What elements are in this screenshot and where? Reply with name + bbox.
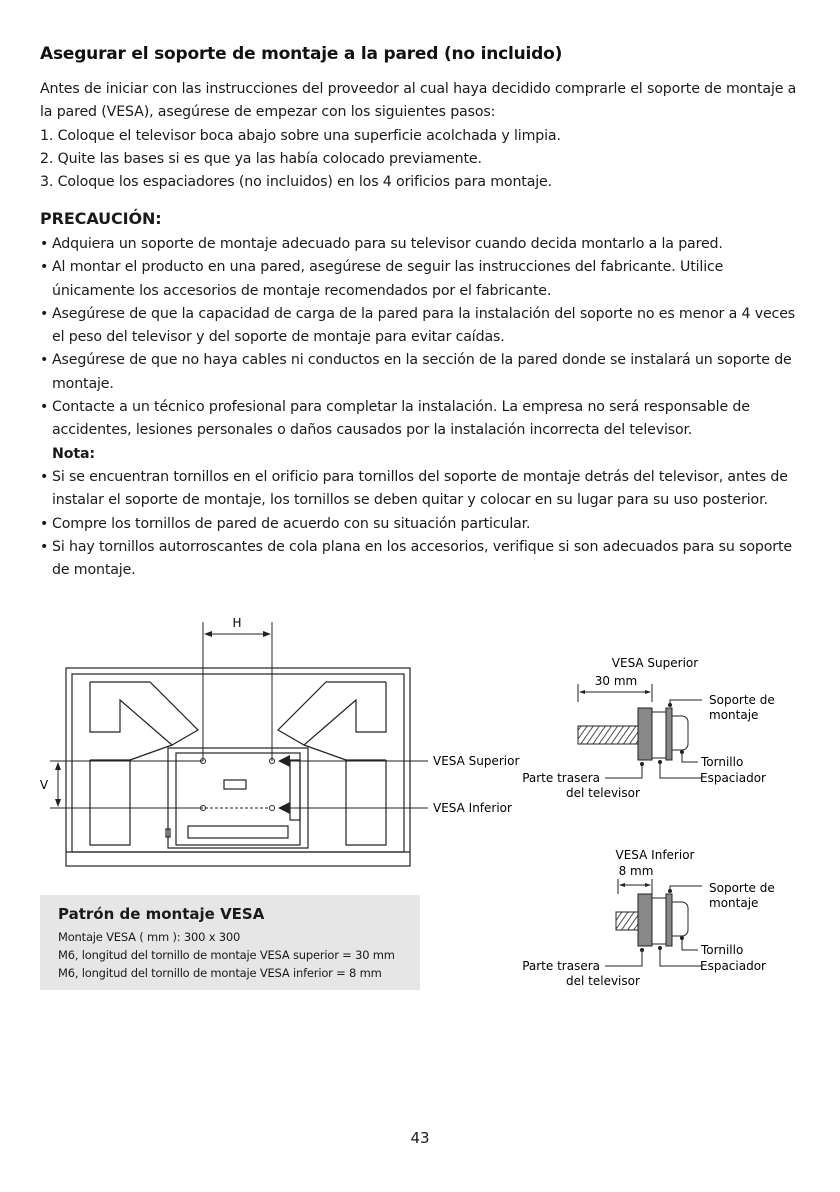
intro-block (40, 78, 810, 194)
nota-bullet: • Compre los tornillos de pared de acuerdo con su situación particular. (40, 513, 810, 536)
caution-bullet: • Asegúrese de que no haya cables ni conductos en la sección de la pared donde se instalará un soporte de montaje. (40, 349, 810, 396)
caution-bullet: • Contacte a un técnico profesional para completar la instalación. La empresa no será responsable de accidentes, lesiones personales o daños causados por la instalación incorrecta del televisor. (40, 396, 810, 443)
detail-title: VESA Inferior (615, 848, 695, 862)
label-tornillo: Tornillo (701, 755, 744, 769)
label-soporte: Soporte de (709, 881, 775, 895)
rib-left (90, 760, 130, 845)
h-dimension-label: H (232, 616, 242, 630)
tv-back-plate (638, 708, 652, 760)
intro-paragraph: Antes de iniciar con las instrucciones del proveedor al cual haya decidido comprarle el soporte de montaje a la pared (VESA), asegúrese de empezar con los siguientes pasos: (40, 81, 797, 121)
nota-bullet: • Si se encuentran tornillos en el orificio para tornillos del soporte de montaje detrás del televisor, antes de instalar el soporte de montaje, los tornillos se deben quitar y colocar en su lugar para su uso posterior. (40, 466, 810, 513)
port-strip (188, 826, 288, 838)
detail-inferior-diagram (522, 842, 820, 997)
page-number: 43 (410, 1129, 430, 1147)
rib-top-left (90, 682, 198, 745)
label-soporte: montaje (709, 896, 759, 910)
pattern-line: M6, longitud del tornillo de montaje VESA inferior = 8 mm (58, 966, 382, 980)
label-espaciador: Espaciador (700, 959, 766, 973)
step-item: 2. Quite las bases si es que ya las había colocado previamente. (40, 150, 482, 167)
label-espaciador: Espaciador (700, 771, 766, 785)
vesa-superior-label: VESA Superior (433, 754, 520, 768)
label-soporte: montaje (709, 708, 759, 722)
screw-length-label: 8 mm (618, 864, 654, 878)
tv-inner-frame (72, 674, 404, 852)
label-soporte: Soporte de (709, 693, 775, 707)
label-slot (224, 780, 246, 789)
tv-back-plate (638, 894, 652, 946)
spacer (652, 898, 666, 944)
tv-back-diagram (0, 600, 520, 880)
caution-list (40, 233, 810, 582)
screw-length-label: 30 mm (594, 674, 638, 688)
pattern-heading: Patrón de montaje VESA (58, 905, 265, 923)
label-parte-trasera: del televisor (566, 786, 640, 800)
vesa-pattern-box (40, 895, 420, 990)
nota-bullet: • Si hay tornillos autorroscantes de cola plana en los accesorios, verifique si son adecuados para su soporte de montaje. (40, 536, 810, 583)
pattern-line: Montaje VESA ( mm ): 300 x 300 (58, 930, 241, 944)
bracket (666, 894, 672, 946)
caution-bullet: • Asegúrese de que la capacidad de carga de la pared para la instalación del soporte no es menor a 4 veces el peso del televisor y del soporte de montaje para evitar caídas. (40, 303, 810, 350)
v-dimension-label: V (39, 778, 49, 792)
nota-label: Nota: (52, 445, 95, 462)
caution-bullet: • Al montar el producto en una pared, asegúrese de seguir las instrucciones del fabricante. Utilice únicamente los accesorios de montaje recomendados por el fabricante. (40, 256, 810, 303)
tv-outline (66, 668, 410, 866)
label-parte-trasera: Parte trasera (522, 771, 600, 785)
section-title: Asegurar el soporte de montaje a la pared (no incluido) (40, 44, 563, 64)
screw-head (672, 716, 688, 750)
screw-head (672, 902, 688, 936)
detail-title: VESA Superior (611, 656, 699, 670)
caution-heading: PRECAUCIÓN: (40, 209, 162, 228)
caution-bullet: • Adquiera un soporte de montaje adecuado para su televisor cuando decida montarlo a la pared. (40, 233, 810, 256)
step-item: 3. Coloque los espaciadores (no incluidos) en los 4 orificios para montaje. (40, 174, 552, 191)
pattern-line: M6, longitud del tornillo de montaje VESA superior = 30 mm (58, 948, 395, 962)
spacer (652, 712, 666, 758)
rib-right (346, 760, 386, 845)
vesa-inferior-label: VESA Inferior (433, 801, 512, 815)
bracket (666, 708, 672, 760)
step-item: 1. Coloque el televisor boca abajo sobre una superficie acolchada y limpia. (40, 127, 561, 144)
rib-top-right (278, 682, 386, 745)
label-parte-trasera: Parte trasera (522, 959, 600, 973)
label-tornillo: Tornillo (701, 943, 744, 957)
vesa-hole (270, 806, 275, 811)
label-parte-trasera: del televisor (566, 974, 640, 988)
detail-superior-diagram (522, 650, 820, 805)
